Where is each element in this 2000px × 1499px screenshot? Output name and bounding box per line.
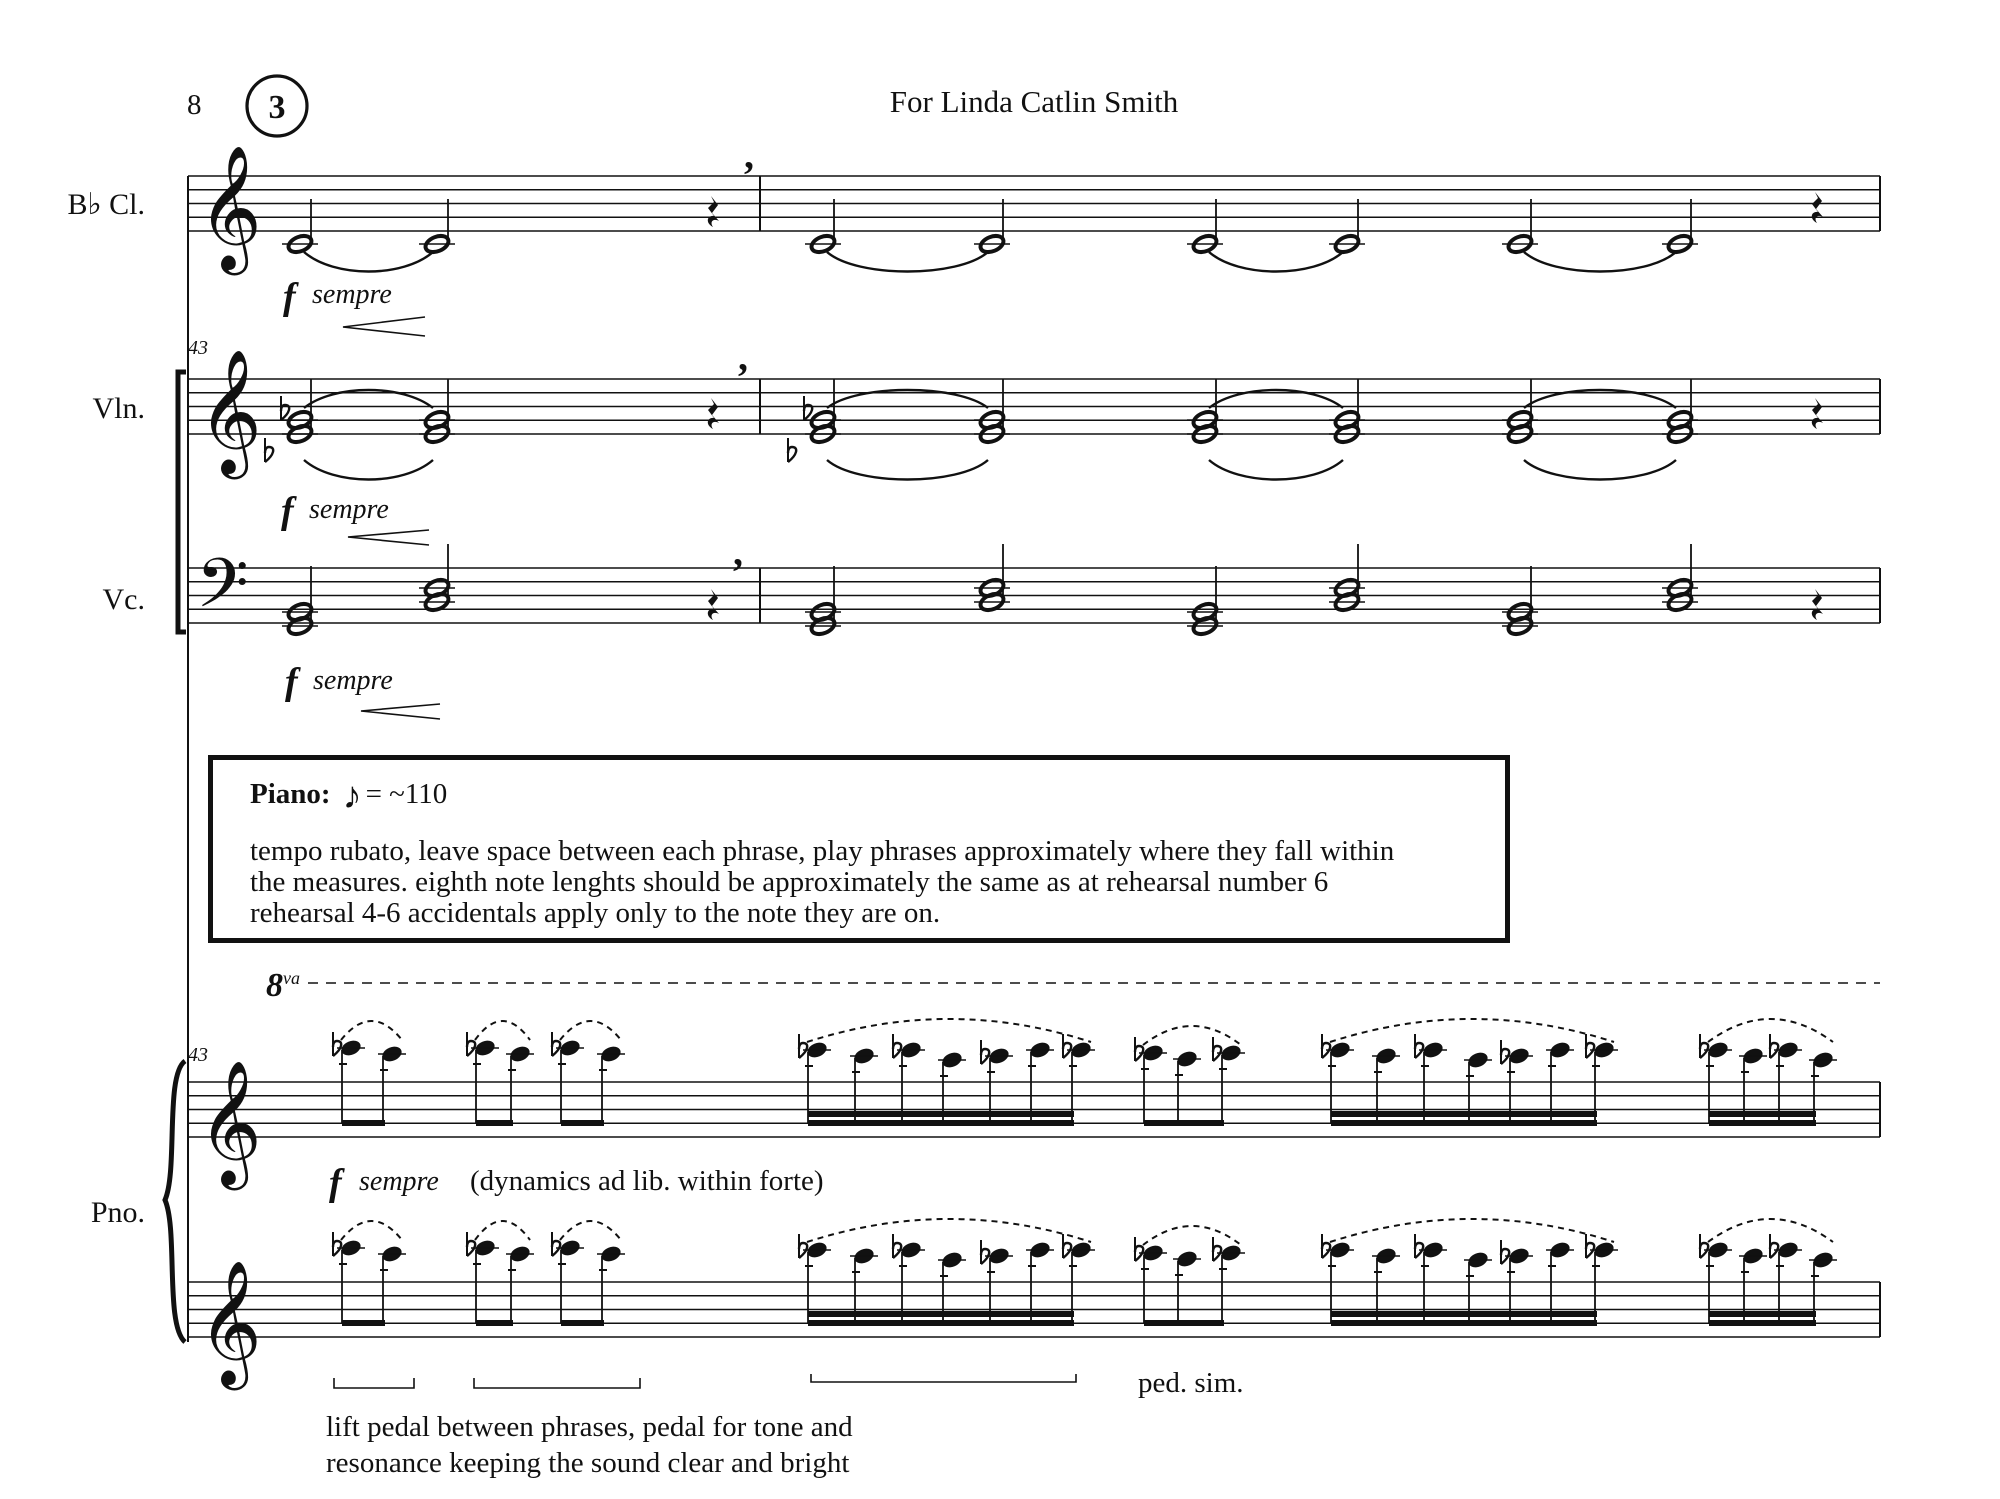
flat-icon	[1501, 1040, 1509, 1064]
tie	[1209, 252, 1343, 272]
beam	[561, 1320, 604, 1326]
svg-text:sempre: sempre	[359, 1166, 439, 1197]
phrase-slur	[560, 1221, 621, 1240]
phrase-slur	[1330, 1219, 1614, 1242]
flat-icon	[552, 1032, 560, 1056]
svg-text:f: f	[283, 276, 296, 318]
beam	[1144, 1320, 1224, 1326]
flat-icon	[1700, 1034, 1708, 1058]
instrument-name-clarinet: B♭ Cl.	[67, 188, 145, 221]
beam	[1331, 1120, 1597, 1126]
half-note	[282, 566, 318, 637]
flat-icon	[1135, 1037, 1143, 1061]
half-note	[1502, 199, 1538, 255]
flat-icon	[1700, 1234, 1708, 1258]
pedal-simile: ped. sim.	[1138, 1367, 1244, 1399]
tie	[1524, 460, 1676, 480]
tie	[827, 252, 988, 272]
half-note	[805, 199, 841, 255]
instruction-line: the measures. eighth note lenghts should be approximately the same as at rehearsal number 6	[250, 866, 1329, 898]
treble-clef-icon: 𝄞	[198, 1064, 262, 1183]
phrase-slur	[1143, 1026, 1241, 1045]
beam	[561, 1120, 604, 1126]
measure-number: 43	[188, 337, 208, 359]
instruction-line: tempo rubato, leave space between each phrase, play phrases approximately where they fall within	[250, 835, 1395, 867]
beam	[1144, 1120, 1224, 1126]
flat-icon	[1063, 1234, 1071, 1258]
flat-icon	[1322, 1234, 1330, 1258]
treble-clef-icon: 𝄞	[198, 353, 262, 472]
svg-text:sempre: sempre	[312, 279, 392, 310]
flat-icon	[893, 1234, 901, 1258]
bass-clef-icon: 𝄢	[196, 547, 249, 638]
flat-icon	[1770, 1034, 1778, 1058]
phrase-slur	[1143, 1226, 1241, 1245]
tempo-marking	[250, 774, 1471, 817]
note-group	[1135, 1026, 1245, 1126]
page-number: 8	[187, 89, 202, 121]
measure-number: 43	[188, 1044, 208, 1066]
beam	[808, 1320, 1074, 1326]
tie	[1524, 252, 1676, 272]
beam	[1709, 1111, 1816, 1117]
half-note	[1187, 566, 1223, 637]
crescendo-hairpin	[343, 317, 425, 336]
pedal-brackets	[334, 1374, 1076, 1388]
tie	[304, 460, 433, 480]
svg-text:f: f	[281, 490, 294, 532]
piano-instructions-box	[208, 755, 1510, 943]
flat-icon	[1415, 1234, 1423, 1258]
eighth-note-icon: ♪	[342, 775, 362, 817]
flat-icon	[467, 1232, 475, 1256]
flat-icon	[1213, 1037, 1221, 1061]
phrase-slur	[475, 1021, 530, 1040]
svg-text:f: f	[329, 1162, 342, 1204]
tempo-value: = ~110	[365, 777, 448, 810]
half-note	[1662, 199, 1698, 255]
flat-icon	[799, 1234, 807, 1258]
beam	[808, 1120, 1074, 1126]
half-note	[805, 566, 841, 637]
beam	[1331, 1320, 1597, 1326]
beam	[342, 1320, 385, 1326]
phrase-slur	[341, 1021, 402, 1040]
pedal-instruction: lift pedal between phrases, pedal for tone and	[326, 1411, 853, 1443]
breath-mark: ,	[738, 334, 748, 379]
dynamic-piano	[329, 1162, 824, 1204]
tie	[827, 460, 988, 480]
crescendo-hairpin	[361, 704, 440, 719]
flat-icon	[281, 396, 289, 420]
phrase-slur	[807, 1019, 1091, 1042]
beam	[808, 1311, 1074, 1317]
string-bracket	[178, 372, 186, 632]
half-note	[282, 199, 318, 255]
pedal-instruction: resonance keeping the sound clear and bright	[326, 1447, 850, 1479]
svg-text:sempre: sempre	[309, 494, 389, 525]
flat-icon	[1213, 1237, 1221, 1261]
flat-icon	[333, 1232, 341, 1256]
tie	[1209, 460, 1343, 480]
dynamic-violin	[281, 490, 429, 545]
flat-icon	[804, 396, 812, 420]
flat-icon	[467, 1032, 475, 1056]
flat-icon	[893, 1034, 901, 1058]
quarter-rest-icon	[708, 398, 719, 429]
beam	[476, 1320, 513, 1326]
half-note	[419, 199, 455, 255]
beam	[1709, 1311, 1816, 1317]
dedication: For Linda Catlin Smith	[889, 84, 1179, 119]
svg-text:sempre: sempre	[313, 665, 393, 696]
beam	[1709, 1120, 1816, 1126]
crescendo-hairpin	[348, 530, 429, 545]
tie	[304, 252, 433, 272]
quarter-rest-icon	[708, 589, 719, 620]
flat-icon	[1586, 1034, 1594, 1058]
phrase-slur	[807, 1219, 1091, 1242]
dynamics-note: (dynamics ad lib. within forte)	[470, 1165, 824, 1197]
flat-icon	[981, 1240, 989, 1264]
half-note	[1502, 566, 1538, 637]
beam	[1331, 1111, 1597, 1117]
flat-icon	[1135, 1237, 1143, 1261]
quarter-rest-icon	[1812, 589, 1823, 620]
dynamic-clarinet	[283, 276, 425, 336]
flat-icon	[1063, 1034, 1071, 1058]
quarter-rest-icon	[1812, 398, 1823, 429]
treble-clef-icon: 𝄞	[198, 149, 262, 268]
phrase-slur	[560, 1021, 621, 1040]
beam	[476, 1120, 513, 1126]
beam	[1331, 1311, 1597, 1317]
flat-icon	[1770, 1234, 1778, 1258]
instrument-name-violin: Vln.	[92, 392, 145, 425]
flat-icon	[265, 438, 273, 462]
note-group	[1135, 1226, 1245, 1326]
beam	[1709, 1320, 1816, 1326]
half-note	[1187, 199, 1223, 255]
flat-icon	[1586, 1234, 1594, 1258]
rehearsal-mark: 3	[268, 89, 286, 126]
beam	[808, 1111, 1074, 1117]
svg-text:f: f	[285, 661, 298, 703]
flat-icon	[552, 1232, 560, 1256]
flat-icon	[981, 1040, 989, 1064]
flat-icon	[1415, 1034, 1423, 1058]
flat-icon	[1322, 1034, 1330, 1058]
flat-icon	[1501, 1240, 1509, 1264]
instrument-name-piano: Pno.	[90, 1196, 145, 1229]
beam	[342, 1120, 385, 1126]
piano-label: Piano:	[250, 777, 331, 810]
piano-brace	[165, 1061, 185, 1342]
instrument-name-cello: Vc.	[102, 583, 145, 616]
phrase-slur	[475, 1221, 530, 1240]
flat-icon	[788, 438, 796, 462]
quarter-rest-icon	[1812, 192, 1823, 223]
instruction-line: rehearsal 4-6 accidentals apply only to the note they are on.	[250, 897, 941, 929]
dynamic-cello	[285, 661, 440, 719]
ottava-mark: $8^{va}$	[266, 967, 300, 1004]
phrase-slur	[1330, 1019, 1614, 1042]
flat-icon	[799, 1034, 807, 1058]
treble-clef-icon: 𝄞	[198, 1264, 262, 1383]
half-note	[1329, 199, 1365, 255]
half-note	[974, 199, 1010, 255]
flat-icon	[333, 1032, 341, 1056]
breath-mark: ,	[733, 529, 743, 574]
breath-mark: ,	[744, 132, 754, 177]
quarter-rest-icon	[708, 196, 719, 227]
phrase-slur	[341, 1221, 402, 1240]
